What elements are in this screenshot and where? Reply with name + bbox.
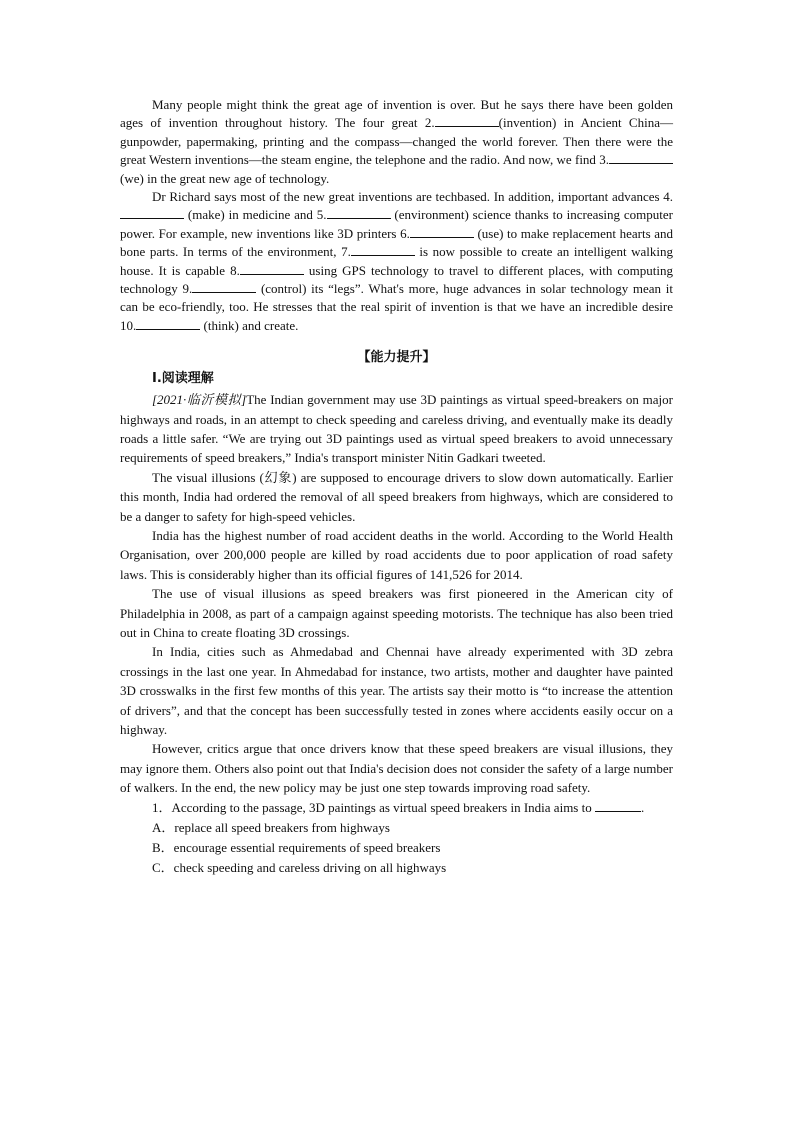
option-b[interactable]: B．encourage essential requirements of speed breakers [152,839,441,855]
passage-paragraph-5: In India, cities such as Ahmedabad and Chennai have already experimented with 3D zebra crossings in the last one year. In Ahmedabad for instance, two artists, mother and daughter have painted 3D crosswalks in the first few months of this year. The artists say their motto is “to increase the attention of drivers”, and that the concept has been successfully tested in zones where accidents easily occur on a highway. [120,644,673,737]
cloze-text: (invention) in Ancient China—gunpowder, papermaking, printing and the compass—changed the world forever. Then there were the great Western inventions—the steam engine, the telephone and the radio. And now, we find 3. [120,115,673,168]
passage-paragraph-1 [120,390,673,468]
passage-paragraph-4: The use of visual illusions as speed breakers was first pioneered in the American city of Philadelphia in 2008, as part of a campaign against speeding motorists. The technique has also been tried out in China to create floating 3D crossings. [120,586,673,640]
cloze-paragraph-2 [120,188,673,335]
option-c[interactable]: C．check speeding and careless driving on all highways [152,859,447,875]
cloze-text: Dr Richard says most of the new great inventions are techbased. In addition, important advances 4. [152,189,673,205]
section-title: 【能力提升】 [357,350,436,366]
blank-4[interactable] [120,206,184,219]
blank-2[interactable] [435,114,499,127]
question-stem-end: . [640,799,645,815]
subsection-title: Ⅰ.阅读理解 [152,370,214,386]
answer-blank[interactable] [595,799,641,812]
cloze-section [120,96,673,335]
question-stem [120,798,673,818]
blank-8[interactable] [240,262,304,275]
cloze-text: (control) its “legs”. What's more, huge advances in solar technology mean it can be eco-friendly, too. He stresses that the real spirit of invention is that we have an incredible desire 10. [120,281,673,333]
worksheet-page [120,96,673,878]
passage-source: [2021·临沂模拟] [152,392,247,408]
cloze-text: (use) to make replacement hearts and bone parts. In terms of the environment, 7. [120,225,674,260]
blank-10[interactable] [136,317,200,330]
cloze-text: (think) and create. [203,317,299,333]
passage-paragraph-3: India has the highest number of road accident deaths in the world. According to the World Health Organisation, over 200,000 people are killed by road accidents due to poor application of road safety laws. This is considerably higher than its official figures of 141,526 for 2014. [120,527,673,582]
cloze-text: (we) in the great new age of technology. [120,170,330,186]
blank-9[interactable] [192,280,256,293]
reading-passage [120,390,673,798]
passage-paragraph-2: The visual illusions (幻象) are supposed to encourage drivers to slow down automatically. Earlier this month, India had ordered the removal of all speed breakers from highways, which are considered to be a danger to safety for high-speed vehicles. [120,469,673,524]
cloze-text: is now possible to create an intelligent walking house. It is capable 8. [120,244,673,278]
cloze-text: using GPS technology to travel to different places, with computing technology 9. [120,262,673,297]
cloze-paragraph-1 [120,96,673,188]
question-stem-text: 1．According to the passage, 3D paintings as virtual speed breakers in India aims to [152,799,592,815]
cloze-text: Many people might think the great age of invention is over. But he says there have been golden ages of invention throughout history. The four great 2. [120,97,673,131]
passage-paragraph-6: However, critics argue that once drivers know that these speed breakers are visual illusions, they may ignore them. Others also point out that India's decision does not consider the safety of a large number of walkers. In the end, the new policy may be just one step towards improving road safety. [120,741,673,796]
blank-5[interactable] [327,206,391,219]
passage-text: The Indian government may use 3D paintings as virtual speed-breakers on major highways and roads, in an attempt to check speeding and careless driving, and eventually make its deadly roads a little safer. “We are trying out 3D paintings used as virtual speed breakers to avoid unnecessary requirements of speed breakers,” India's transport minister Nitin Gadkari tweeted. [120,392,673,466]
cloze-text: (make) in medicine and 5. [187,207,327,223]
blank-6[interactable] [410,225,474,238]
blank-3[interactable] [609,151,673,164]
question-1 [120,798,673,878]
cloze-text: (environment) science thanks to increasing computer power. For example, new inventions like 3D printers 6. [120,207,674,241]
blank-7[interactable] [351,243,415,256]
option-a[interactable]: A．replace all speed breakers from highways [152,819,390,835]
